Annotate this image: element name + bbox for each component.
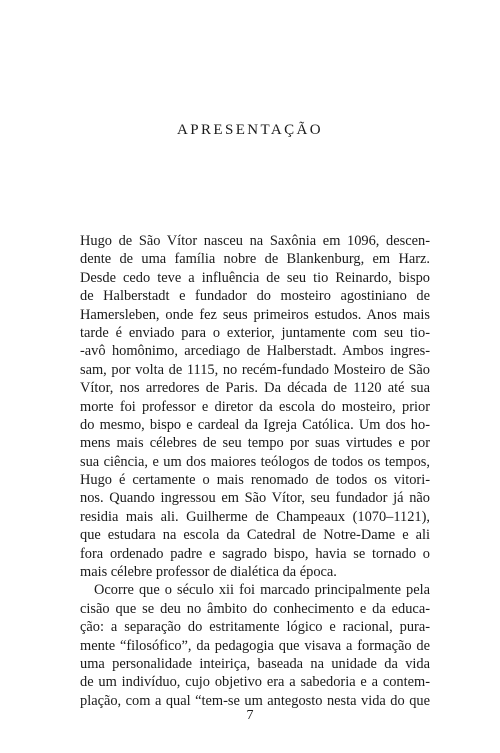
text-line: morte foi professor e diretor da escola do mosteiro, prior xyxy=(80,398,430,415)
text-line: mais célebre professor de dialética da época. xyxy=(80,564,337,581)
text-line: Hamersleben, onde fez seus primeiros estudos. Anos mais xyxy=(80,306,430,323)
text-line: residia mais ali. Guilherme de Champeaux (1070–1121), xyxy=(80,508,430,525)
text-line: nos. Quando ingressou em São Vítor, seu fundador já não xyxy=(80,490,430,507)
text-line: mens mais célebres de seu tempo por suas virtudes e por xyxy=(80,435,430,452)
text-line: Hugo de São Vítor nasceu na Saxônia em 1096, descen- xyxy=(80,233,430,249)
text-line: dente de uma família nobre de Blankenburg, em Harz. xyxy=(80,251,430,268)
body-text xyxy=(80,232,430,710)
chapter-title: APRESENTAÇÃO xyxy=(177,122,323,139)
text-line: Vítor, nos arredores de Paris. Da década de 1120 até sua xyxy=(80,380,430,397)
text-line: uma personalidade inteiriça, baseada na unidade da vida xyxy=(80,655,430,672)
text-line: sua ciência, e um dos maiores teólogos de todos os tempos, xyxy=(80,453,430,470)
text-line: cisão que se deu no âmbito do conhecimento e da educa- xyxy=(80,600,430,617)
text-line: do mesmo, bispo e cardeal da Igreja Católica. Um dos ho- xyxy=(80,416,430,433)
paragraph xyxy=(80,232,430,581)
text-line: plação, com a qual “tem-se um antegosto nesta vida do que xyxy=(80,692,430,709)
text-line: Ocorre que o século xii foi marcado principalmente pela xyxy=(94,582,430,599)
text-line: Hugo é certamente o mais renomado de todos os vitori- xyxy=(80,472,430,489)
text-line: fora ordenado padre e sagrado bispo, havia se tornado o xyxy=(80,545,430,562)
text-line: -avô homônimo, arcediago de Halberstadt. Ambos ingres- xyxy=(80,343,430,360)
text-line: mente “filosófico”, da pedagogia que visava a formação de xyxy=(80,637,430,654)
paragraph xyxy=(80,581,430,710)
page-number: 7 xyxy=(246,708,254,723)
text-line: de um indivíduo, cujo objetivo era a sabedoria e a contem- xyxy=(80,674,430,691)
text-line: Desde cedo teve a influência de seu tio Reinardo, bispo xyxy=(80,269,430,286)
text-line: de Halberstadt e fundador do mosteiro agostiniano de xyxy=(80,288,430,305)
text-line: que estudara na escola da Catedral de Notre-Dame e ali xyxy=(80,527,430,544)
text-line: ção: a separação do estritamente lógico e racional, pura- xyxy=(80,619,430,636)
text-line: sam, por volta de 1115, no recém-fundado Mosteiro de São xyxy=(80,361,430,378)
text-line: tarde é enviado para o exterior, juntamente com seu tio- xyxy=(80,324,430,341)
